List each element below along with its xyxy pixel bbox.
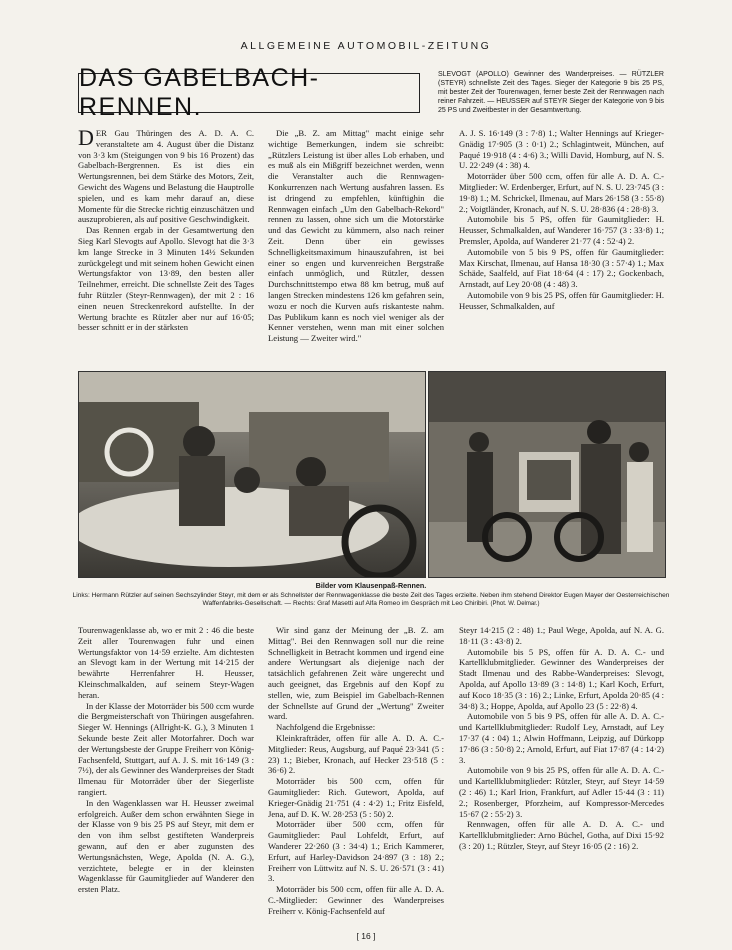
paragraph: Motorräder bis 500 ccm, offen für alle A. D. A. C.-Mitglieder: Gewinner des Wanderpreises Freiherr v. König-Fachsenfeld auf [268, 884, 444, 916]
column-2 [268, 128, 444, 344]
paragraph: Tourenwagenklasse ab, wo er mit 2 : 46 die beste Zeit aller Tourenwagen fuhr und einen Wertungsfaktor von 14·59 erzielte. Am dichtesten an Slevogt kam in der Wertung mit 14·215 der bewährte Herrenfahrer H. Heusser, Kleinschmalkalden, auf seinem Steyr-Wagen heran. [78, 625, 254, 700]
paragraph: DER Gau Thüringen des A. D. A. C. veranstaltete am 4. August über die Distanz von 3·3 km (Steigungen von 9 bis 16 Prozent) das Gabelbach-Bergrennen. Es ist dies ein Wertungsrennen, bei dem Stärke des Motors, Zeit, Gewicht des Wagens und Belastung die Hauptrolle spielen, und es kam mehr darauf an, diese Momente für die Strecke richtig einzuschätzen und auszuprobieren, als auf positive Geschwindigkeit. [78, 125, 254, 225]
column-6 [459, 625, 664, 852]
paragraph: A. J. S. 16·149 (3 : 7·8) 1.; Walter Hennings auf Krieger-Gnädig 17·905 (3 : 0·1) 2.; Schlagintweit, München, auf Paqué 19·918 (4 : 4·6) 3.; Willi David, Homburg, auf N. S. U. 22·249 (4 : 38) 4. [459, 128, 664, 171]
article-title: DAS GABELBACH-RENNEN. [79, 64, 320, 121]
paragraph: In der Klasse der Motorräder bis 500 ccm wurde die Bergmeisterschaft von Thüringen ausgefahren. Sieger W. Hennings (Allright-K. G.), 3 Minuten 1 Sekunde beste Zeit aller Motorfahrer. Doch war der Wertungsbeste der Gruppe Freiherr von König-Fachsenfeld, Stuttgart, auf A. J. S. mit 16·149 (3 : 7½), der als Gewinner des Wanderpreises der Stadt Ilmenau für Motorräder über der Siegerliste rangiert. [78, 700, 254, 797]
paragraph: Automobile von 9 bis 25 PS, offen für Gaumitglieder: H. Heusser, Schmalkalden, auf [459, 289, 664, 311]
article-subtitle [438, 70, 664, 115]
drop-cap: D [78, 125, 94, 150]
paragraph: Wir sind ganz der Meinung der „B. Z. am Mittag". Bei den Rennwagen soll nur die reine Schnelligkeit in Betracht kommen und irgend eine andere Wertungsart als diejenige nach der tatsächlich gefahrenen Zeit wäre ungerecht und auch geeignet, das Ergebnis auf den Kopf zu stellen, wie, zum Beispiel im Gabelbach-Rennen der Schnellste auf Grund der „Wertung" Zweiter ward. [268, 625, 444, 722]
paragraph: Automobile von 5 bis 9 PS, offen für alle A. D. A. C.- und Kartellklubmitglieder: Rudolf Ley, Arnstadt, auf Ley 17·37 (4 : 04) 1.; Alwin Hoffmann, Leipzig, auf Dürkopp 17·86 (3 : 50·8) 2.; Arnold, Erfurt, auf Fiat 17·87 (4 : 14·2) 3. [459, 711, 664, 765]
paragraph: Motorräder über 500 ccm, offen für Gaumitglieder: Paul Lohfeldt, Erfurt, auf Wanderer 22·260 (3 : 34·4) 1.; Erich Kammerer, Erfurt, auf Harley-Davidson 24·897 (3 : 18) 2.; Freiherr von Lüttwitz auf N. S. U. 26·571 (3 : 41) 3. [268, 819, 444, 884]
subtitle-text: SLEVOGT (APOLLO) Gewinner des Wanderpreises. — RÜTZLER (STEYR) schnellste Zeit des Tages. Sieger der Kategorie 9 bis 25 PS, mit bester Zeit der Tourenwagen, ferner beste Zeit der Rennwagen nach reiner Fahrzeit. — HEUSSER auf STEYR Sieger der Kategorie von 9 bis 25 PS und Zweitbester in der Gesamtwertung. [438, 71, 664, 115]
column-1 [78, 125, 254, 333]
paragraph: Automobile bis 5 PS, offen für Gaumitglieder: H. Heusser, Schmalkalden, auf Wanderer 16·757 (3 : 33·8) 1.; Premsler, Apolda, auf Wanderer 21·77 (4 : 52·4) 2. [459, 214, 664, 246]
column-5 [268, 625, 444, 917]
paragraph: In den Wagenklassen war H. Heusser zweimal erfolgreich. Außer dem schon erwähnten Siege in der Klasse von 9 bis 25 PS auf Steyr, mit dem er den von ihm selbst gestifteten Wanderpreis gewann, auf den er aber zugunsten des Wertungsnächsten, Wege, Apolda (N. A. G.), verzichtete, belegte er in der kleinsten Wagenklasse für Gaumitglieder auf Wanderer den ersten Platz. [78, 797, 254, 895]
photo-credit: (Phot. W. Delmar.) [490, 601, 540, 608]
paragraph: Das Rennen ergab in der Gesamtwertung den Sieg Karl Slevogts auf Apollo. Slevogt hat die 3·3 km lange Strecke in 3 Minuten 14½ Sekunden zurückgelegt und mit seinem hohen Gewicht einen Wertungsfaktor von 13·89, den besten aller Teilnehmer, erreicht. Die schnellste Zeit des Tages fuhr Rützler (Steyr-Rennwagen), der mit 2 : 16 einen neuen Streckenrekord aufstellte. In der Wertung brachte es Rützler aber nur auf 16·05; besser schnitt er in der stärksten [78, 225, 254, 333]
article-title-box [78, 64, 420, 121]
paragraph: Nachfolgend die Ergebnisse: [276, 722, 376, 733]
photo-caption-text: Links: Hermann Rützler auf seinen Sechszylinder Steyr, mit dem er als Schnellster der Rennwagenklasse die beste Zeit des Tages erzielte. Neben ihm stehend Direktor Eugen Mayer der Oesterreichischen Waffenfabriks-Gesellschaft. — Rechts: Graf Masetti auf Alfa Romeo im Gespräch mit Leo Chiribiri. [72, 592, 670, 608]
paragraph: Die „B. Z. am Mittag" macht einige sehr wichtige Bemerkungen, indem sie schreibt: „Rützlers Leistung ist über alles Lob erhaben, und es muß als ein Mißgriff bezeichnet werden, wenn die Veranstalter auch die Rennwagen-Konkurrenzen nach Wertung ausfahren lassen. Es ist dringend zu empfehlen, künftighin die Rennwagen einfach „Um den Gabelbach-Rekord" rennen zu lassen, ohne sich um die Motorstärke und das Gewicht zu kümmern, also nach reiner Zeit. Denn über ein gewisses Schnelligkeitsmaximum hinauszufahren, ist bei einer so engen und kurvenreichen Bergstraße einfach unmöglich, und Rützler, dessen Durchschnittstempo etwa 88 km betrug, muß auf langen Strecken mindestens 126 km gefahren sein, wozu er noch die Kurven aufs riskanteste nahm. Das Publikum kann es noch viel weniger als der Kenner verstehen, wenn man mit einer solchen Leistung — Zweiter wird." [268, 128, 444, 344]
paragraph: Automobile von 5 bis 9 PS, offen für Gaumitglieder: Max Kirschat, Ilmenau, auf Hansa 18·30 (3 : 57·4) 1.; Max Schäde, Saalfeld, auf Fiat 18·64 (4 : 17) 2.; Gockenbach, Arnstadt, auf Ley 20·08 (4 : 48) 3. [459, 246, 664, 290]
paragraph: Steyr 14·215 (2 : 48) 1.; Paul Wege, Apolda, auf N. A. G. 18·11 (3 : 43·8) 2. [459, 625, 664, 646]
column-4 [78, 625, 254, 895]
photo-caption-title: Bilder vom Klausenpaß-Rennen. [315, 581, 427, 590]
page-number: [ 16 ] [356, 931, 376, 941]
paragraph: Automobile bis 5 PS, offen für A. D. A. C.- und Kartellklubmitglieder. Gewinner des Wanderpreises der Stadt Ilmenau und des Rabbe-Wanderpreises: Slevogt, Apolda, auf Apollo 13·89 (3 : 14·8) 1.; Karl Koch, Erfurt, auf Koco 18·35 (3 : 16) 2.; Linke, Erfurt, Apolda 20·85 (4 : 34·8) 3.; Hoppe, Apolda, auf Apollo 23 (5 : 22·8) 4. [459, 646, 664, 711]
paragraph: Motorräder bis 500 ccm, offen für Gaumitglieder: Rich. Gutewort, Apolda, auf Krieger-Gnädig 21·751 (4 : 4·2) 1.; Fritz Eisfeld, Jena, auf D. K. W. 28·253 (5 : 50) 2. [268, 776, 444, 819]
photo-caption [72, 592, 670, 609]
photo-masetti-alfa-romeo [428, 371, 666, 578]
paragraph: Kleinkrafträder, offen für alle A. D. A. C.-Mitglieder: Reus, Augsburg, auf Paqué 23·341 (5 : 23) 1.; Bieber, Kronach, auf Hecker 23·518 (5 : 36·6) 2. [268, 732, 444, 776]
column-3 [459, 128, 664, 312]
photo-ruetzler-steyr [78, 371, 426, 578]
paragraph: Automobile von 9 bis 25 PS, offen für alle A. D. A. C.- und Kartellklubmitglieder: Rützler, Steyr, auf Steyr 14·59 (2 : 46) 1.; Karl Irion, Frankfurt, auf Adler 15·44 (3 : 11) 2.; Rosenberger, Pforzheim, auf Kompressor-Mercedes 15·67 (2 : 55·2) 3. [459, 765, 664, 819]
paragraph: Rennwagen, offen für alle A. D. A. C.- und Kartellklubmitglieder: Arno Büchel, Gotha, auf Dixi 15·92 (3 : 20) 1.; Rützler, Steyr, auf Steyr 16·05 (2 : 16) 2. [459, 819, 664, 851]
running-header: ALLGEMEINE AUTOMOBIL-ZEITUNG [240, 40, 492, 52]
paragraph: Motorräder über 500 ccm, offen für alle A. D. A. C.-Mitglieder: W. Erdenberger, Erfurt, auf N. S. U. 23·745 (3 : 19·8) 1.; M. Schrickel, Ilmenau, auf Mars 26·158 (3 : 55·8) 2.; Voigtländer, Kronach, auf N. S. U. 28·836 (4 : 28·8) 3. [459, 171, 664, 214]
